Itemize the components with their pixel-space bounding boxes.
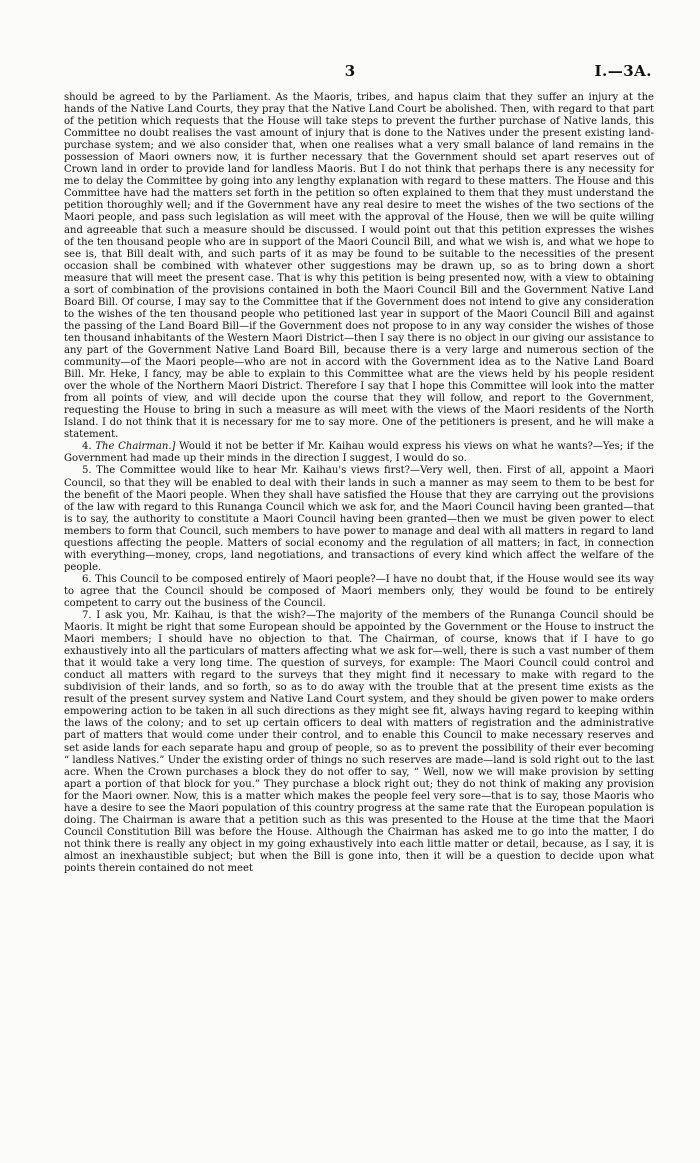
question-number: 6. [82, 573, 92, 585]
body-text [64, 92, 654, 875]
question-number: 7. [82, 610, 92, 622]
question-text: Would it not be better if Mr. Kaihau would express his views on what he wants?—Yes; if the Government had made up their minds in the direction I suggest, I would do so. [64, 441, 655, 465]
speaker-label: The Chairman.] [95, 441, 176, 453]
paragraph-question-5 [64, 465, 654, 573]
question-text: I ask you, Mr. Kaihau, is that the wish?—The majority of the members of the Runanga Council should be Maoris. It might be right that some European should be appointed by the Government or the House to instruct the Maori members; I should have no objection to that. The Chairman, of course, knows that if I have to go exhaustively into all the particulars of matters affecting what we ask for—well, there is such a vast number of them that it would take a very long time. The question of surveys, for example: The Maori Council could control and conduct all matters with regard to the surveys that they might find it necessary to make with regard to the subdivision of their lands, and so forth, so as to do away with the trouble that at the present time exists as the result of the present survey system and Native Land Court system, and they should be given power to make orders empowering action to be taken in all such directions as they might see fit, always having regard to keeping within the laws of the colony; and to set up certain officers to deal with matters of registration and the administrative part of matters that would come under their control, and to enable this Council to make necessary reserves and set aside lands for each separate hapu and group of people, so as to prevent the possibility of their ever becoming “ landless Natives.” Under the existing order of things no such reserves are made—land is sold right out to the last acre. When the Crown purchases a block they do not offer to say, “ Well, now we will make provision by setting apart a portion of that block for you.” They purchase a block right out; they do not think of making any provision for the Maori owner. Now, this is a matter which makes the people feel very sore—that is to say, those Maoris who have a desire to see the Maori population of this country progress at the same rate that the European population is doing. The Chairman is aware that a petition such as this was presented to the House at the time that the Maori Council Constitution Bill was before the House. Although the Chairman has asked me to go into the matter, I do not think there is really any object in my going exhaustively into each little matter or detail, because, as I say, it is almost an inexhaustible subject; but when the Bill is gone into, then it will be a question to decide upon what points therein contained do not meet [64, 610, 654, 874]
question-text: The Committee would like to hear Mr. Kaihau's views first?—Very well, then. First of all, appoint a Maori Council, so that they will be enabled to deal with their lands in such a manner as may seem to them to be best for the benefit of the Maori people. When they shall have satisfied the House that they are carrying out the provisions of the law with regard to this Runanga Council which we ask for, and the Maori Council having been granted—that is to say, the authority to constitute a Maori Council having been granted—then we must be given power to elect members to form that Council, such members to have power to manage and deal with all matters in regard to land questions affecting the people. Matters of social economy and the regulation of all matters; in fact, in connection with everything—money, crops, land negotiations, and transactions of every kind which affect the welfare of the people. [64, 465, 654, 573]
paragraph-question-7 [64, 610, 654, 875]
question-text: This Council to be composed entirely of Maori people?—I have no doubt that, if the House would see its way to agree that the Council should be composed of Maori members only, they would be found to be entirely competent to carry out the business of the Council. [64, 573, 654, 609]
paragraph-question-6 [64, 574, 654, 610]
question-number: 5. [82, 465, 92, 477]
paragraph-question-4 [64, 441, 654, 465]
page-number: 3 [344, 62, 356, 80]
document-reference: I.—3A. [594, 62, 652, 80]
paragraph-continuation: should be agreed to by the Parliament. As the Maoris, tribes, and hapus claim that they suffer an injury at the hands of the Native Land Courts, they pray that the Native Land Court be abolished. Then, with regard to that part of the petition which requests that the House will take steps to prevent the further purchase of Native lands, this Committee no doubt realises the vast amount of injury that is done to the Natives under the present existing land-purchase system; and we also consider that, when one realises what a very small balance of land remains in the possession of Maori owners now, it is further necessary that the Government should set apart reserves out of Crown land in order to provide land for landless Maoris. But I do not think that perhaps there is any necessity for me to delay the Committee by going into any lengthy explanation with regard to these matters. The House and this Committee have had the matters set forth in the petition so often explained to them that they must understand the petition thoroughly well; and if the Government have any real desire to meet the wishes of the two sections of the Maori people, and pass such legislation as will meet with the approval of the House, then we will be quite willing and agreeable that such a measure should be discussed. I would point out that this petition expresses the wishes of the ten thousand people who are in support of the Maori Council Bill, and what we wish is, and what we hope to see is, that Bill dealt with, and such parts of it as may be found to be suitable to the necessities of the present occasion shall be combined with whatever other suggestions may be drawn up, so as to bring down a short measure that will meet the present case. That is why this petition is being presented now, with a view to obtaining a sort of combination of the provisions contained in both the Maori Council Bill and the Government Native Land Board Bill. Of course, I may say to the Committee that if the Government does not intend to give any consideration to the wishes of the ten thousand people who petitioned last year in support of the Maori Council Bill and against the passing of the Land Board Bill—if the Government does not propose to in any way consider the wishes of those ten thousand inhabitants of the Western Maori District—then I say there is no object in our giving our assistance to any part of the Government Native Land Board Bill, because there is a very large and numerous section of the community—of the Maori people—who are not in accord with the Government idea as to the Native Land Board Bill. Mr. Heke, I fancy, may be able to explain to this Committee what are the views held by his people resident over the whole of the Northern Maori District. Therefore I say that I hope this Committee will look into the matter from all points of view, and will decide upon the course that they will follow, and report to the Government, requesting the House to bring in such a measure as will meet with the views of the Maori residents of the North Island. I do not think that it is necessary for me to say more. One of the petitioners is present, and he will make a statement. [64, 92, 654, 441]
question-number: 4. [82, 441, 92, 453]
